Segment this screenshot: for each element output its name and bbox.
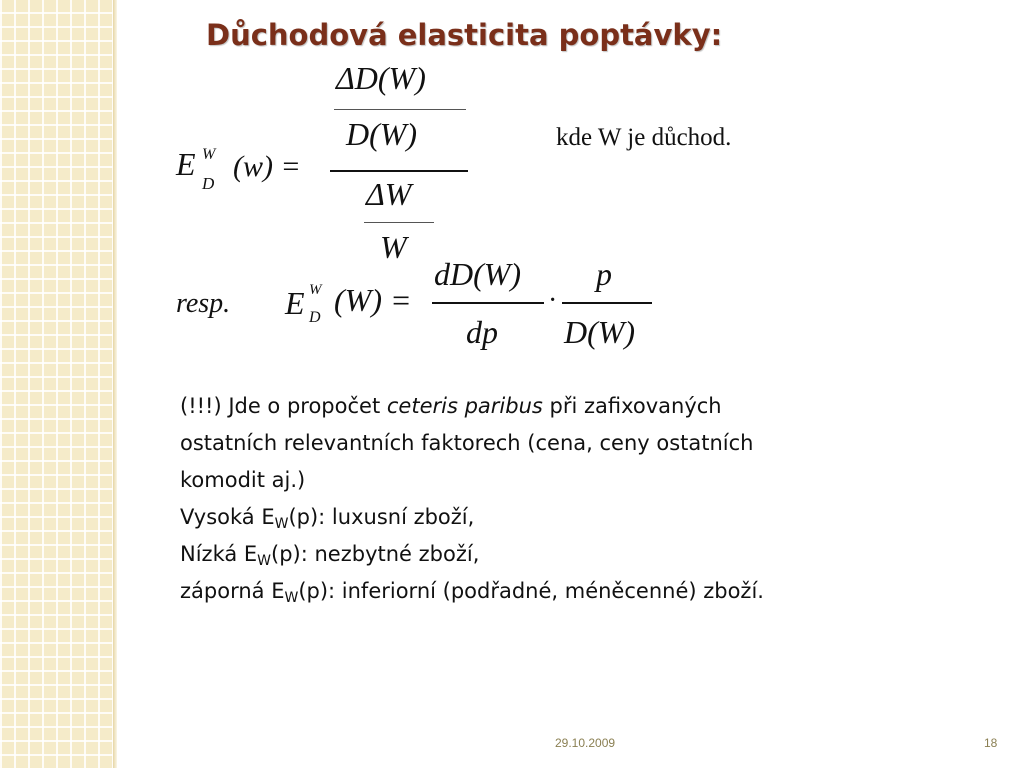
- formula2-superscript: W: [309, 282, 322, 298]
- slide-title: Důchodová elasticita poptávky:: [206, 18, 723, 52]
- formula2-fraction2-denominator: D(W): [564, 314, 636, 350]
- formula1-E: E: [176, 146, 196, 182]
- formula1-inner-numerator-top: ΔD(W): [336, 60, 426, 96]
- formula2-fraction2-line: [562, 302, 652, 304]
- side-band-edge: [113, 0, 117, 768]
- body-line-1: [180, 388, 980, 425]
- body-line-4-end: (p): luxusní zboží,: [288, 505, 475, 529]
- formula2-fraction2-numerator: p: [596, 256, 612, 292]
- formula2-subscript: D: [309, 309, 321, 326]
- formula2-fraction1-denominator: dp: [466, 314, 498, 350]
- decorative-side-band: [0, 0, 113, 768]
- body-line-5-subscript: W: [257, 553, 272, 569]
- formula1-inner-denominator-bottom: W: [380, 229, 407, 265]
- body-line-2: ostatních relevantních faktorech (cena, ceny ostatních: [180, 431, 754, 455]
- formula1-inner-denominator-top: ΔW: [366, 176, 412, 212]
- formula2-prefix: resp.: [176, 288, 231, 319]
- body-line-5-end: (p): nezbytné zboží,: [271, 542, 480, 566]
- body-line-3: komodit aj.): [180, 468, 306, 492]
- body-line-1-start: (!!!) Jde o propočet: [180, 394, 387, 418]
- formula1-argument: (w) =: [233, 150, 301, 183]
- body-line-1-italic: ceteris paribus: [386, 394, 543, 418]
- body-line-5: [180, 536, 980, 573]
- formula1-inner-denominator-line: [364, 222, 434, 223]
- formula2-fraction1-line: [432, 302, 544, 304]
- body-line-4-subscript: W: [274, 516, 289, 532]
- body-line-6-end: (p): inferiorní (podřadné, méněcenné) zboží.: [298, 579, 764, 603]
- income-note: kde W je důchod.: [556, 124, 732, 151]
- formula1-inner-numerator-bottom: D(W): [346, 116, 418, 152]
- formula1-superscript: W: [202, 146, 216, 163]
- formula2-multiply-dot: ·: [548, 285, 558, 316]
- footer-date: 29.10.2009: [555, 736, 616, 750]
- body-line-6: [180, 573, 980, 610]
- body-line-6-subscript: W: [284, 590, 299, 606]
- formula2-argument: (W) =: [334, 282, 412, 318]
- body-line-4-start: Vysoká E: [180, 505, 275, 529]
- body-line-1-end: při zafixovaných: [542, 394, 722, 418]
- body-text: [180, 388, 980, 610]
- body-line-6-start: záporná E: [180, 579, 285, 603]
- formula1-main-fraction-line: [330, 170, 468, 172]
- body-line-5-start: Nízká E: [180, 542, 258, 566]
- formula1-subscript: D: [202, 174, 215, 193]
- formula1-inner-numerator-line: [334, 109, 466, 110]
- formula2-fraction1-numerator: dD(W): [434, 256, 522, 292]
- body-line-4: [180, 499, 980, 536]
- footer-page-number: 18: [984, 736, 998, 750]
- formula2-E: E: [285, 285, 305, 321]
